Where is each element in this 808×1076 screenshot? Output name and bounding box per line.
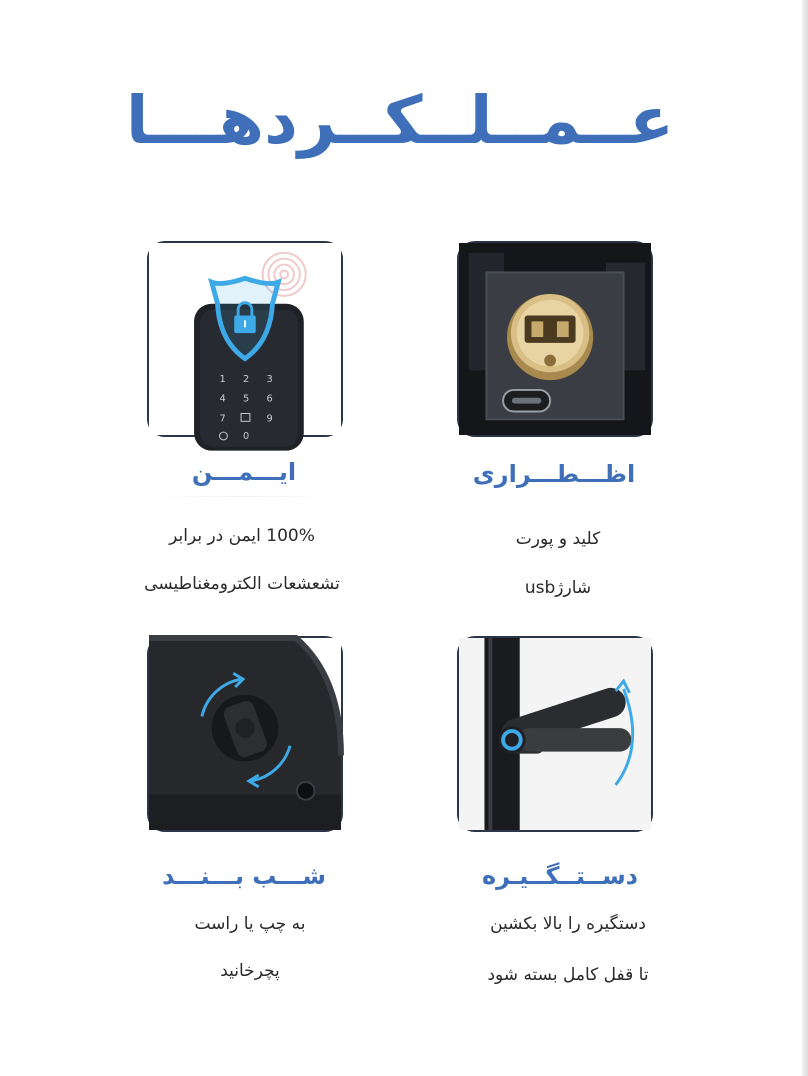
thumb-turn-knob-icon <box>212 695 279 762</box>
svg-text:4: 4 <box>219 393 226 405</box>
feature-desc-handle-line-2: تا قفل کامل بسته شود <box>487 965 649 985</box>
keypad-lock-photo <box>149 243 341 442</box>
svg-text:9: 9 <box>266 413 273 425</box>
feature-desc-handle-line-1: دستگیره را بالا بکشین <box>490 914 646 934</box>
feature-desc-night-latch-line-1: به چپ یا راست <box>194 914 306 934</box>
feature-title-secure: ایـــمـــن <box>191 458 297 486</box>
key-cylinder-photo <box>459 243 651 435</box>
feature-desc-secure-line-2: تشعشعات الکترومغناطیسی <box>144 574 340 594</box>
svg-text:7: 7 <box>219 413 226 425</box>
divider <box>158 496 328 497</box>
emergency-card <box>457 241 653 437</box>
key-cylinder-icon <box>507 294 593 380</box>
secure-card <box>147 241 343 442</box>
svg-text:2: 2 <box>243 374 250 386</box>
feature-desc-emergency-line-1: کلید و پورت <box>515 529 601 549</box>
page-edge-strip <box>802 0 808 1076</box>
handle-card <box>457 636 653 832</box>
night-latch-card <box>147 636 343 832</box>
feature-desc-emergency-line-2: شارژusb <box>524 578 592 598</box>
usb-c-port-icon <box>503 390 550 412</box>
feature-title-handle: دســتــگــیـره <box>482 862 638 890</box>
svg-text:1: 1 <box>219 374 226 386</box>
feature-desc-night-latch-line-2: پچرخانید <box>220 961 280 981</box>
page-title: عــمــلــکــردهـــا <box>125 82 675 159</box>
lever-handle-photo <box>459 638 651 830</box>
svg-text:6: 6 <box>266 393 273 405</box>
svg-text:5: 5 <box>243 393 250 405</box>
thumb-turn-photo <box>149 638 341 830</box>
feature-title-night-latch: شـــب بـــنـــد <box>162 862 326 890</box>
svg-text:0: 0 <box>243 430 250 442</box>
feature-title-emergency: اظـــطـــراری <box>472 460 636 488</box>
feature-desc-secure-line-1: 100% ایمن در برابر <box>169 526 315 546</box>
svg-text:3: 3 <box>266 374 273 386</box>
